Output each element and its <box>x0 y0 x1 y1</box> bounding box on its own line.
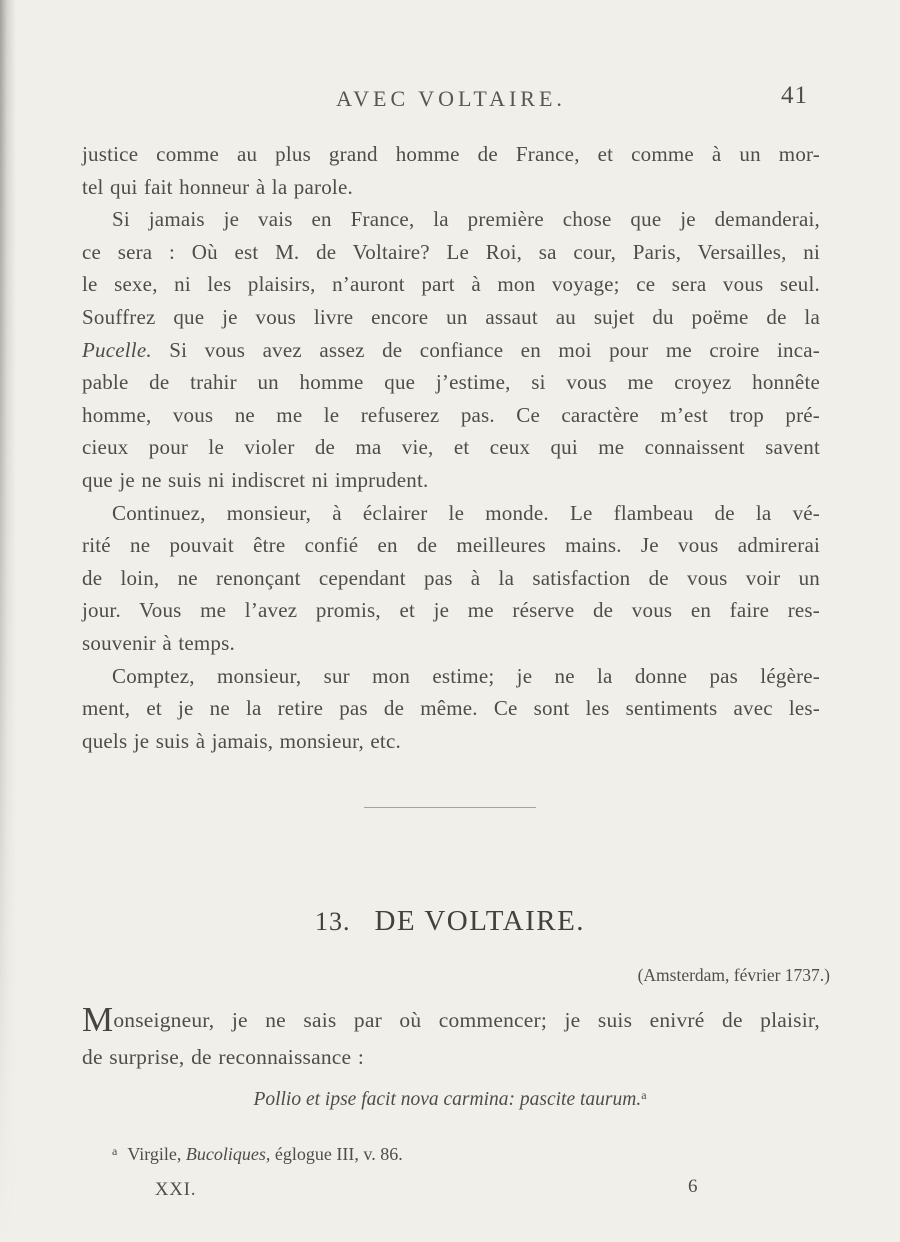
page-number: 41 <box>781 82 808 109</box>
running-head <box>82 0 820 112</box>
book-title-pucelle: Pucelle. <box>82 337 152 362</box>
page-footer <box>0 1176 900 1206</box>
paragraph-5 <box>82 1002 820 1076</box>
footnote-marker: a <box>641 1088 647 1103</box>
latin-verse-quote <box>0 1082 900 1113</box>
scan-gutter-shadow <box>0 0 16 1242</box>
section-number: 13. <box>314 907 351 937</box>
text-line: jour. Vous me l’avez promis, et je me réserve de vous en faire res- <box>82 598 820 623</box>
signature-number: 6 <box>688 1176 698 1198</box>
text-line: de surprise, de reconnaissance : <box>82 1045 365 1070</box>
text-line: Continuez, monsieur, à éclairer le monde. Le flambeau de la vé- <box>112 500 820 525</box>
section-heading <box>0 904 900 939</box>
text-line: Si jamais je vais en France, la première chose que je demanderai, <box>112 207 820 232</box>
text-line: que je ne suis ni indiscret ni imprudent. <box>82 467 429 492</box>
text-line-part: onseigneur, je ne sais par où commencer; je suis enivré de plaisir, <box>113 1008 820 1033</box>
initial-capital: M <box>82 1000 114 1040</box>
text-line-part: Si vous avez assez de confiance en moi pour me croire inca- <box>169 337 820 362</box>
paragraph-3 <box>82 497 820 660</box>
dateline: (Amsterdam, février 1737.) <box>637 965 830 986</box>
text-line: de loin, ne renonçant cependant pas à la satisfaction de vous voir un <box>82 565 820 590</box>
running-head-title: AVEC VOLTAIRE. <box>336 86 566 111</box>
text-line: ment, et je ne la retire pas de même. Ce sont les sentiments avec les- <box>82 696 820 721</box>
section-divider-rule <box>364 807 536 808</box>
text-line <box>82 334 820 367</box>
quote-text: Pollio et ipse facit nova carmina: pascite taurum. <box>253 1089 642 1111</box>
text-line: tel qui fait honneur à la parole. <box>82 174 353 199</box>
footnote-text-part: , églogue III, v. 86. <box>265 1144 403 1165</box>
text-line: cieux pour le violer de ma vie, et ceux qui me connaissent savent <box>82 435 820 460</box>
footnote-book-title: Bucoliques <box>185 1144 266 1165</box>
text-line: pable de trahir un homme que j’estime, si vous me croyez honnête <box>82 370 820 395</box>
section-title: DE VOLTAIRE. <box>374 905 586 938</box>
text-line: quels je suis à jamais, monsieur, etc. <box>82 728 401 753</box>
paragraph-4 <box>82 660 820 758</box>
text-line <box>82 1002 820 1039</box>
footnote-text-part: Virgile, <box>127 1144 186 1165</box>
volume-number: XXI. <box>155 1180 197 1201</box>
text-line: souvenir à temps. <box>82 630 235 655</box>
text-line: justice comme au plus grand homme de France, et comme à un mor- <box>82 142 820 166</box>
text-line: Souffrez que je vous livre encore un assaut au sujet du poëme de la <box>82 304 820 329</box>
letter-body <box>82 138 820 757</box>
text-line: homme, vous ne me le refuserez pas. Ce caractère m’est trop pré- <box>82 402 820 427</box>
footnote <box>112 1139 820 1166</box>
text-line: le sexe, ni les plaisirs, n’auront part à mon voyage; ce sera vous seul. <box>82 272 820 297</box>
paragraph-2 <box>82 203 820 496</box>
footnote-marker: a <box>112 1144 118 1159</box>
text-line: Comptez, monsieur, sur mon estime; je ne la donne pas légère- <box>112 663 820 688</box>
text-line: rité ne pouvait être confié en de meilleures mains. Je vous admirerai <box>82 533 820 558</box>
paragraph-1 <box>82 138 820 203</box>
text-line: ce sera : Où est M. de Voltaire? Le Roi, sa cour, Paris, Versailles, ni <box>82 239 820 264</box>
